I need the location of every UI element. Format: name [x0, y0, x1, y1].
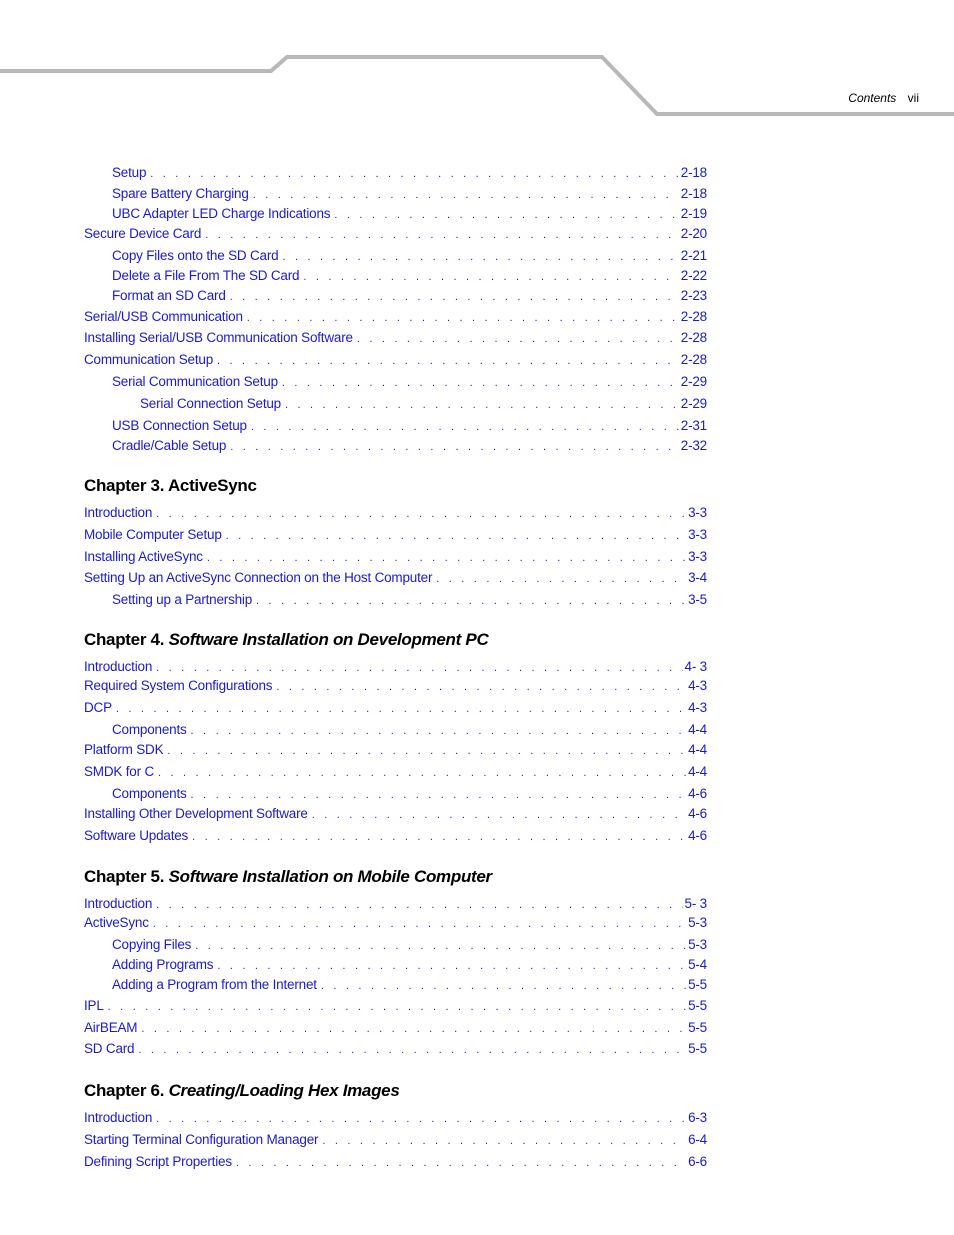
- toc-entry-page: 2-32: [680, 438, 707, 453]
- toc-entry-label: Format an SD Card: [112, 288, 226, 303]
- toc-entry-label: Introduction: [84, 1110, 153, 1125]
- toc-entry-serial-connection-setup[interactable]: [140, 395, 707, 413]
- toc-entry-page: 4-4: [688, 764, 707, 779]
- toc-entry-label: Secure Device Card: [84, 226, 202, 241]
- toc-entry-page: 2-28: [680, 309, 707, 324]
- toc-entry-ipl[interactable]: [84, 997, 707, 1015]
- toc-entry-page: 2-28: [680, 352, 707, 367]
- toc-entry-dcp[interactable]: [84, 699, 707, 717]
- toc-entry-page: 2-29: [680, 396, 707, 411]
- toc-entry-page: 5-5: [688, 998, 707, 1013]
- toc-entry-page: 2-23: [680, 288, 707, 303]
- toc-entry-page: 2-22: [680, 268, 707, 283]
- toc-entry-page: 4-6: [688, 786, 707, 801]
- toc-entry-page: 4- 3: [684, 659, 707, 674]
- chapter-5-heading: [84, 867, 492, 887]
- toc-entry-page: 2-31: [680, 418, 707, 433]
- toc-entry-label: Spare Battery Charging: [112, 186, 249, 201]
- toc-entry-platform-sdk[interactable]: [84, 741, 707, 759]
- toc-entry-page: 6-4: [688, 1132, 707, 1147]
- toc-entry-label: Introduction: [84, 659, 153, 674]
- toc-entry-page: 4-3: [688, 678, 707, 693]
- toc-entry-ch5-introduction[interactable]: [84, 895, 707, 913]
- toc-entry-label: SMDK for C: [84, 764, 155, 779]
- toc-entry-communication-setup[interactable]: [84, 351, 707, 369]
- toc-entry-label: Delete a File From The SD Card: [112, 268, 300, 283]
- chapter-title: Software Installation on Development PC: [168, 630, 489, 649]
- toc-entry-page: 2-21: [680, 248, 707, 263]
- toc-entry-label: IPL: [84, 998, 104, 1013]
- toc-entry-label: Setup: [112, 165, 147, 180]
- toc-entry-page: 5- 3: [684, 896, 707, 911]
- chapter-prefix: Chapter 6.: [84, 1081, 165, 1100]
- toc-entry-label: Installing ActiveSync: [84, 549, 203, 564]
- toc-entry-installing-other-software[interactable]: [84, 805, 707, 823]
- toc-entry-defining-script-properties[interactable]: [84, 1153, 707, 1171]
- toc-entry-page: 3-4: [688, 570, 707, 585]
- toc-entry-label: Mobile Computer Setup: [84, 527, 222, 542]
- toc-entry-copy-files-sd[interactable]: [112, 247, 707, 265]
- toc-entry-label: Setting Up an ActiveSync Connection on the Host Computer: [84, 570, 433, 585]
- toc-entry-page: 6-3: [688, 1110, 707, 1125]
- toc-entry-page: 5-4: [688, 957, 707, 972]
- toc-entry-page: 2-18: [680, 186, 707, 201]
- toc-entry-label: Software Updates: [84, 828, 189, 843]
- toc-entry-setup[interactable]: [112, 164, 707, 182]
- toc-entry-page: 5-5: [688, 1041, 707, 1056]
- toc-entry-page: 2-18: [680, 165, 707, 180]
- chapter-title: Creating/Loading Hex Images: [168, 1081, 400, 1100]
- toc-entry-installing-serial-usb[interactable]: [84, 329, 707, 347]
- chapter-prefix: Chapter 5.: [84, 867, 165, 886]
- toc-entry-software-updates[interactable]: [84, 827, 707, 845]
- toc-entry-serial-usb-communication[interactable]: [84, 308, 707, 326]
- toc-entry-installing-activesync[interactable]: [84, 548, 707, 566]
- chapter-prefix: Chapter 4.: [84, 630, 165, 649]
- toc-entry-setting-up-partnership[interactable]: [112, 591, 707, 609]
- page-number: vii: [907, 91, 919, 105]
- toc-entry-label: SD Card: [84, 1041, 135, 1056]
- toc-entry-label: Communication Setup: [84, 352, 214, 367]
- chapter-4-heading: [84, 630, 488, 650]
- toc-entry-dcp-components[interactable]: [112, 721, 707, 739]
- toc-entry-label: Copying Files: [112, 937, 192, 952]
- toc-entry-adding-program-internet[interactable]: [112, 976, 707, 994]
- toc-entry-cradle-cable-setup[interactable]: [112, 437, 707, 455]
- toc-entry-label: DCP: [84, 700, 112, 715]
- running-head: [848, 91, 919, 105]
- toc-entry-page: 2-29: [680, 374, 707, 389]
- toc-entry-page: 4-6: [688, 828, 707, 843]
- toc-entry-page: 5-3: [688, 937, 707, 952]
- toc-entry-page: 3-3: [688, 527, 707, 542]
- chapter-title: ActiveSync: [167, 476, 257, 495]
- toc-entry-page: 5-5: [688, 1020, 707, 1035]
- toc-entry-delete-file-sd[interactable]: [112, 267, 707, 285]
- toc-entry-label: Copy Files onto the SD Card: [112, 248, 279, 263]
- toc-entry-label: Cradle/Cable Setup: [112, 438, 227, 453]
- toc-entry-page: 2-28: [680, 330, 707, 345]
- chapter-title: Software Installation on Mobile Computer: [168, 867, 492, 886]
- toc-entry-page: 2-20: [680, 226, 707, 241]
- toc-entry-ch5-activesync[interactable]: [84, 914, 707, 932]
- toc-entry-copying-files[interactable]: [112, 936, 707, 954]
- toc-entry-label: Adding a Program from the Internet: [112, 977, 317, 992]
- chapter-6-heading: [84, 1081, 399, 1101]
- toc-entry-serial-communication-setup[interactable]: [112, 373, 707, 391]
- toc-entry-smdk-components[interactable]: [112, 785, 707, 803]
- toc-entry-page: 3-5: [688, 592, 707, 607]
- toc-entry-label: Adding Programs: [112, 957, 214, 972]
- toc-entry-page: 4-6: [688, 806, 707, 821]
- toc-entry-label: Installing Serial/USB Communication Software: [84, 330, 353, 345]
- toc-entry-adding-programs[interactable]: [112, 956, 707, 974]
- toc-entry-required-system-configurations[interactable]: [84, 677, 707, 695]
- toc-entry-label: Platform SDK: [84, 742, 164, 757]
- toc-entry-mobile-computer-setup[interactable]: [84, 526, 707, 544]
- toc-entry-label: AirBEAM: [84, 1020, 138, 1035]
- toc-entry-label: ActiveSync: [84, 915, 149, 930]
- toc-entry-secure-device-card[interactable]: [84, 225, 707, 243]
- toc-entry-sd-card[interactable]: [84, 1040, 707, 1058]
- toc-entry-ubc-adapter-led[interactable]: [112, 205, 707, 223]
- toc-entry-label: Serial Connection Setup: [140, 396, 281, 411]
- toc-entry-page: 3-3: [688, 549, 707, 564]
- toc-entry-label: Setting up a Partnership: [112, 592, 253, 607]
- toc-entry-usb-connection-setup[interactable]: [112, 417, 707, 435]
- toc-entry-label: Required System Configurations: [84, 678, 273, 693]
- toc-entry-label: Installing Other Development Software: [84, 806, 308, 821]
- toc-entry-page: 3-3: [688, 505, 707, 520]
- toc-entry-label: Introduction: [84, 505, 153, 520]
- toc-entry-ch3-introduction[interactable]: [84, 504, 707, 522]
- running-head-section: Contents: [848, 91, 897, 105]
- toc-entry-page: 5-5: [688, 977, 707, 992]
- toc-entry-page: 2-19: [680, 206, 707, 221]
- toc-entry-label: USB Connection Setup: [112, 418, 247, 433]
- toc-entry-label: Serial Communication Setup: [112, 374, 278, 389]
- toc-entry-page: 5-3: [688, 915, 707, 930]
- toc-entry-label: UBC Adapter LED Charge Indications: [112, 206, 331, 221]
- toc-entry-label: Components: [112, 722, 187, 737]
- chapter-3-heading: [84, 476, 257, 496]
- toc-entry-label: Introduction: [84, 896, 153, 911]
- toc-entry-spare-battery-charging[interactable]: [112, 185, 707, 203]
- toc-entry-label: Serial/USB Communication: [84, 309, 243, 324]
- toc-entry-airbeam[interactable]: [84, 1019, 707, 1037]
- toc-entry-ch4-introduction[interactable]: [84, 658, 707, 676]
- toc-entry-page: 4-3: [688, 700, 707, 715]
- toc-entry-page: 4-4: [688, 722, 707, 737]
- toc-entry-page: 6-6: [688, 1154, 707, 1169]
- toc-entry-starting-terminal-config[interactable]: [84, 1131, 707, 1149]
- toc-entry-format-sd[interactable]: [112, 287, 707, 305]
- toc-entry-smdk-for-c[interactable]: [84, 763, 707, 781]
- chapter-prefix: Chapter 3.: [84, 476, 165, 495]
- toc-entry-label: Starting Terminal Configuration Manager: [84, 1132, 319, 1147]
- toc-entry-label: Components: [112, 786, 187, 801]
- toc-entry-ch6-introduction[interactable]: [84, 1109, 707, 1127]
- toc-entry-page: 4-4: [688, 742, 707, 757]
- toc-entry-activesync-connection[interactable]: [84, 569, 707, 587]
- toc-entry-label: Defining Script Properties: [84, 1154, 232, 1169]
- header-decorative-rule: [0, 0, 954, 120]
